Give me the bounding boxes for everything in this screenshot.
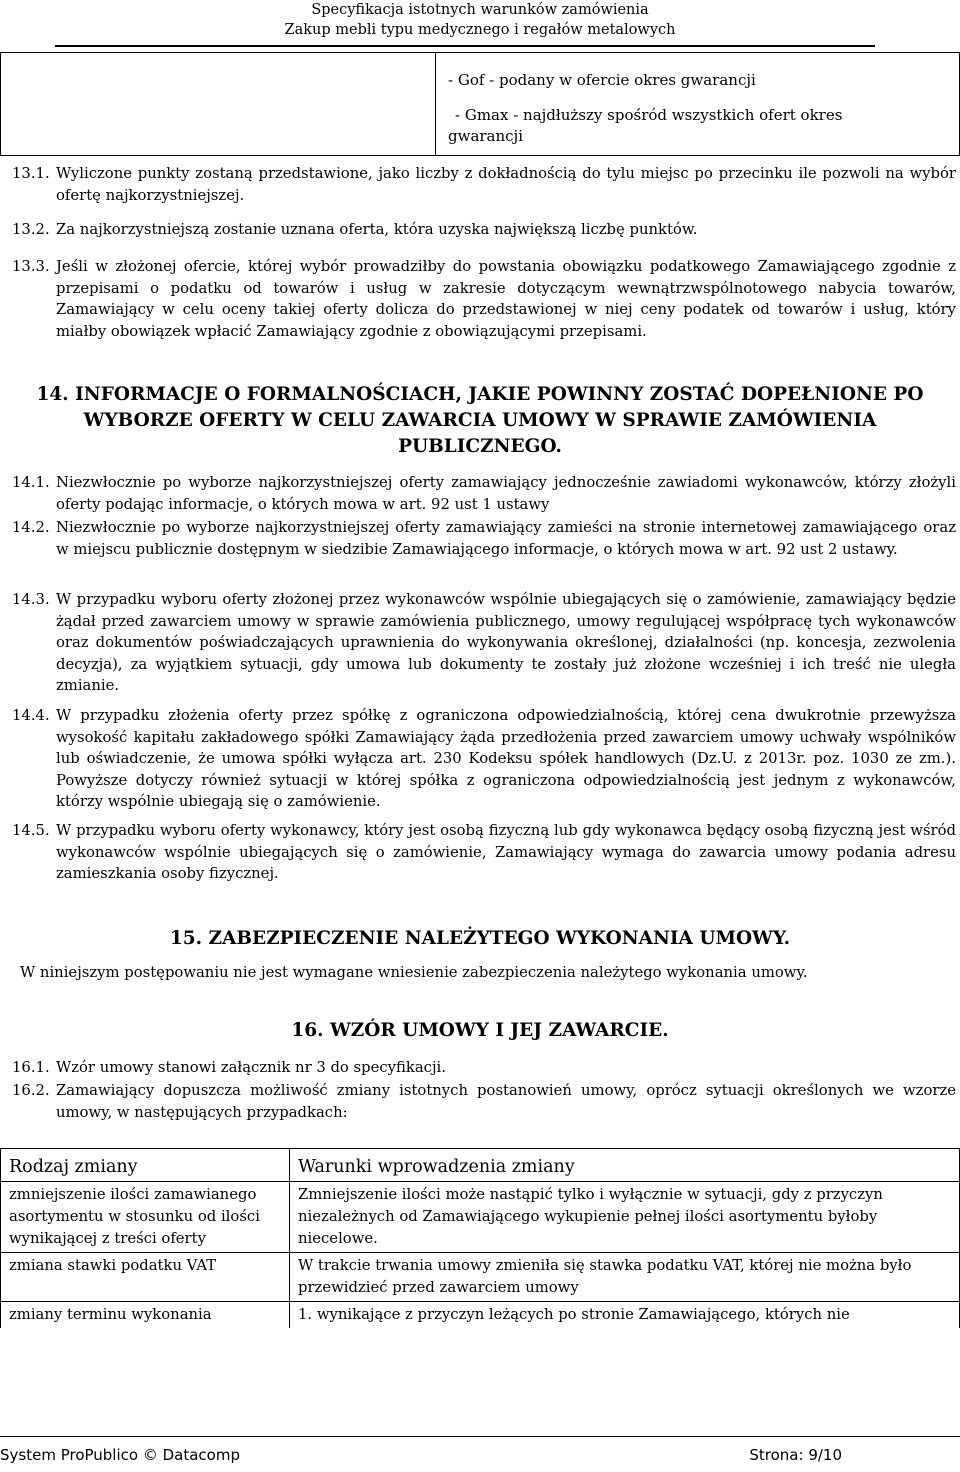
footer-system-name: System ProPublico © Datacomp: [0, 1446, 240, 1464]
clause-text: Niezwłocznie po wyborze najkorzystniejszej oferty zamawiający zamieści na stronie internetowej zamawiającego oraz w miejscu publicznie dostępnym w siedzibie Zamawiającego informacje, o których mowa w art. 92 ust 2 ustawy.: [56, 519, 956, 558]
header-divider: [55, 45, 875, 47]
heading-line: WYBORZE OFERTY W CELU ZAWARCIA UMOWY W SPRAWIE ZAMÓWIENIA: [83, 410, 877, 431]
clause-text: Wzór umowy stanowi załącznik nr 3 do specyfikacji.: [56, 1059, 446, 1076]
clause-14-5: [12, 820, 956, 885]
clause-14-4: [12, 705, 956, 813]
column-header: Warunki wprowadzenia zmiany: [290, 1149, 960, 1182]
clause-14-1: [12, 472, 956, 515]
clause-13-2: [12, 219, 956, 241]
clause-16-2: [12, 1080, 956, 1123]
clause-14-2: [12, 517, 956, 560]
clause-text: Niezwłocznie po wyborze najkorzystniejszej oferty zamawiający jednocześnie zawiadomi wykonawców, którzy złożyli oferty podając informacje, o których mowa w art. 92 ust 1 ustawy: [56, 474, 956, 513]
clause-16-1: [12, 1057, 956, 1079]
scoring-table-fragment: [0, 52, 960, 156]
table-cell: W trakcie trwania umowy zmieniła się stawka podatku VAT, której nie można było przewidzieć przed zawarciem umowy: [290, 1253, 960, 1302]
clause-number: 14.4.: [12, 707, 50, 724]
table-cell: zmniejszenie ilości zamawianego asortymentu w stosunku od ilości wynikającej z treści oferty: [1, 1182, 290, 1253]
gof-definition: - Gof - podany w ofercie okres gwarancji: [448, 71, 756, 89]
table-row: [1, 1182, 960, 1253]
section-15-text: W niniejszym postępowaniu nie jest wymagane wniesienie zabezpieczenia należytego wykonania umowy.: [20, 964, 808, 981]
table-cell: 1. wynikające z przyczyn leżących po stronie Zamawiającego, których nie: [290, 1302, 960, 1329]
contract-changes-table: [0, 1148, 960, 1328]
clause-text: W przypadku wyboru oferty złożonej przez wykonawców wspólnie ubiegających się o zamówienie, zamawiający będzie żądał przed zawarciem umowy w sprawie zamówienia publicznego, umowy regulującej współpracę tych wykonawców oraz dokumentów poświadczających uprawnienia do wykonywania określonej, działalności (np. koncesja, zezwolenia decyzja), za wyjątkiem sytuacji, gdy umowa lub dokumenty te zostały już złożone wcześniej i ich treść nie uległa zmianie.: [56, 591, 956, 695]
clause-number: 14.1.: [12, 474, 50, 491]
clause-number: 13.1.: [12, 165, 50, 182]
table-row: [1, 1302, 960, 1329]
table-row: [1, 1253, 960, 1302]
heading-line: PUBLICZNEGO.: [398, 436, 562, 457]
header-subtitle: Zakup mebli typu medycznego i regałów metalowych: [284, 22, 676, 38]
heading-line: 14. INFORMACJE O FORMALNOŚCIACH, JAKIE POWINNY ZOSTAĆ DOPEŁNIONE PO: [36, 384, 924, 405]
footer-divider: [0, 1436, 960, 1437]
section-15-heading: 15. ZABEZPIECZENIE NALEŻYTEGO WYKONANIA UMOWY.: [169, 928, 791, 949]
gmax-definition-cont: gwarancji: [448, 127, 524, 145]
section-16-heading: 16. WZÓR UMOWY I JEJ ZAWARCIE.: [291, 1020, 669, 1041]
table-cell: zmiany terminu wykonania: [1, 1302, 290, 1329]
clause-number: 14.5.: [12, 822, 50, 839]
gmax-definition: - Gmax - najdłuższy spośród wszystkich ofert okres: [455, 106, 843, 124]
clause-text: Wyliczone punkty zostaną przedstawione, jako liczby z dokładnością do tylu miejsc po przecinku ile pozwoli na wybór ofertę najkorzystniejszej.: [56, 165, 956, 204]
footer-page-number: Strona: 9/10: [749, 1446, 842, 1464]
clause-number: 16.1.: [12, 1059, 50, 1076]
section-14-heading: [0, 382, 960, 460]
page-header: [0, 0, 960, 40]
clause-number: 13.2.: [12, 221, 50, 238]
header-title: Specyfikacja istotnych warunków zamówienia: [311, 2, 649, 18]
table-header-row: [1, 1149, 960, 1182]
clause-number: 14.2.: [12, 519, 50, 536]
clause-text: W przypadku złożenia oferty przez spółkę z ograniczona odpowiedzialnością, której cena dwukrotnie przewyższa wysokość kapitału zakładowego spółki Zamawiający żąda przedłożenia przed zawarciem umowy uchwały wspólników lub oświadczenie, że umowa spółki wyłącza art. 230 Kodeksu spółek handlowych (Dz.U. z 2013r. poz. 1030 ze zm.). Powyższe dotyczy również sytuacji w której spółka z ograniczona odpowiedzialnością jest jednym z wykonawców, którzy wspólnie ubiegają się o zamówienie.: [56, 707, 956, 811]
clause-text: Zamawiający dopuszcza możliwość zmiany istotnych postanowień umowy, oprócz sytuacji określonych we wzorze umowy, w następujących przypadkach:: [56, 1082, 956, 1121]
column-header: Rodzaj zmiany: [1, 1149, 290, 1182]
clause-number: 14.3.: [12, 591, 50, 608]
clause-13-1: [12, 163, 956, 206]
clause-number: 16.2.: [12, 1082, 50, 1099]
table-cell: zmiana stawki podatku VAT: [1, 1253, 290, 1302]
clause-text: W przypadku wyboru oferty wykonawcy, który jest osobą fizyczną lub gdy wykonawca będący osobą fizyczną jest wśród wykonawców wspólnie ubiegających się o zamówienie, Zamawiający wymaga do zawarcia umowy podania adresu zamieszkania osoby fizycznej.: [56, 822, 956, 883]
clause-13-3: [12, 256, 956, 342]
clause-number: 13.3.: [12, 258, 50, 275]
clause-text: Za najkorzystniejszą zostanie uznana oferta, która uzyska największą liczbę punktów.: [56, 221, 698, 238]
clause-text: Jeśli w złożonej ofercie, której wybór prowadziłby do powstania obowiązku podatkowego Zamawiającego zgodnie z przepisami o podatku od towarów i usług w zakresie dotyczącym wewnątrzwspólnotowego nabycia towarów, Zamawiający w celu oceny takiej oferty dolicza do przedstawionej w niej ceny podatek od towarów i usług, który miałby obowiązek wpłacić Zamawiający zgodnie z obowiązującymi przepisami.: [56, 258, 956, 340]
table-cell: Zmniejszenie ilości może nastąpić tylko i wyłącznie w sytuacji, gdy z przyczyn niezależnych od Zamawiającego wykupienie pełnej ilości asortymentu byłoby niecelowe.: [290, 1182, 960, 1253]
clause-14-3: [12, 589, 956, 697]
